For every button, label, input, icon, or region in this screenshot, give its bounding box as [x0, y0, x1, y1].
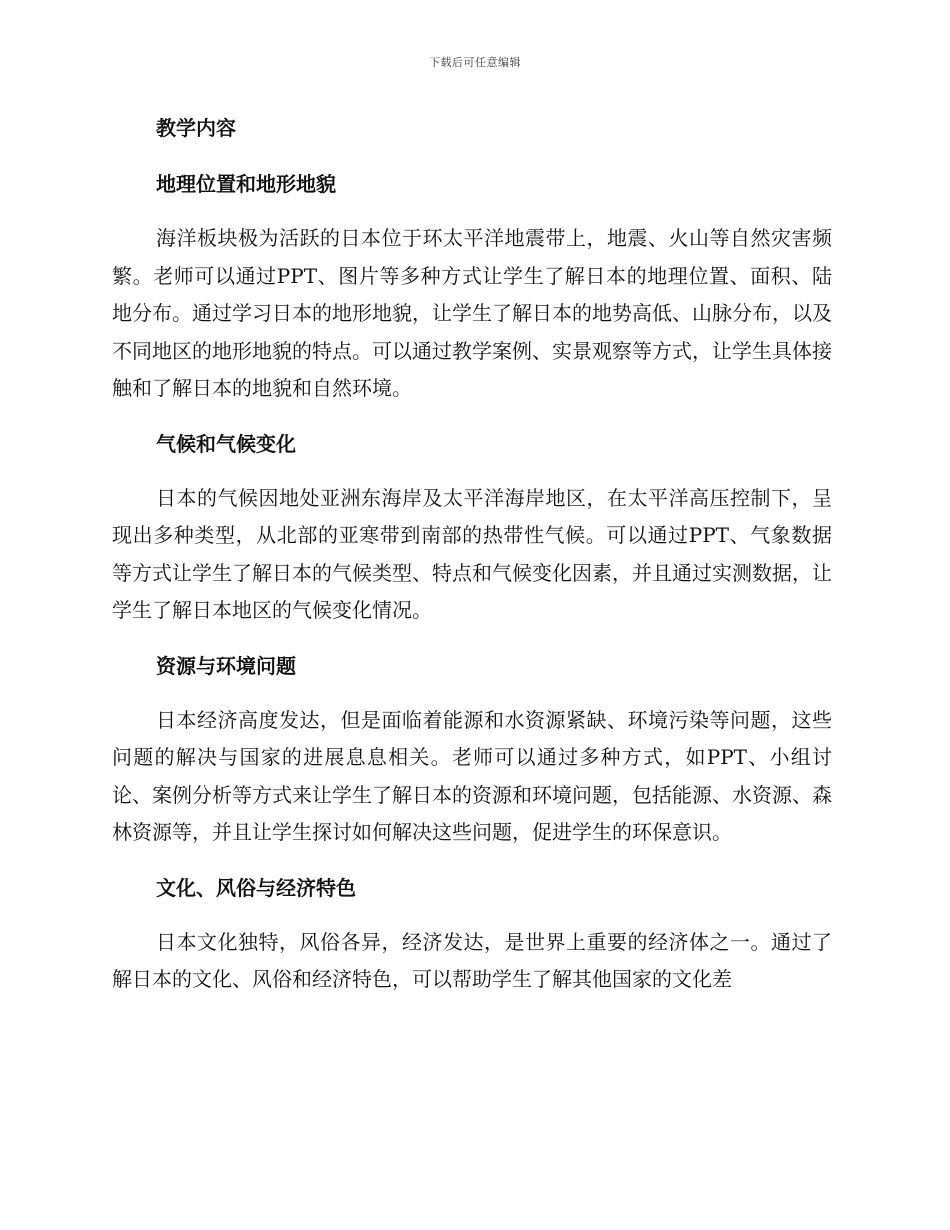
- document-body: [112, 108, 832, 1015]
- section-heading-resources-environment: 资源与环境问题: [156, 653, 296, 678]
- section-paragraph-climate: 日本的气候因地处亚洲东海岸及太平洋海岸地区，在太平洋高压控制下，呈现出多种类型，从北部的亚寒带到南部的热带性气候。可以通过PPT、气象数据等方式让学生了解日本的气候类型、特点和气候变化因素，并且通过实测数据，让学生了解日本地区的气候变化情况。: [112, 485, 832, 622]
- section-heading-climate: 气候和气候变化: [156, 431, 296, 456]
- section-heading-geography: 地理位置和地形地貌: [156, 172, 336, 196]
- section-heading-culture-economy: 文化、风俗与经济特色: [156, 875, 356, 900]
- section-paragraph-culture-economy: 日本文化独特，风俗各异，经济发达，是世界上重要的经济体之一。通过了解日本的文化、风俗和经济特色，可以帮助学生了解其他国家的文化差: [112, 929, 832, 991]
- section-paragraph-resources-environment: 日本经济高度发达，但是面临着能源和水资源紧缺、环境污染等问题，这些问题的解决与国家的进展息息相关。老师可以通过多种方式，如PPT、小组讨论、案例分析等方式来让学生了解日本的资源和环境问题，包括能源、水资源、森林资源等，并且让学生探讨如何解决这些问题，促进学生的环保意识。: [112, 707, 832, 844]
- section-heading-teaching-content: 教学内容: [156, 116, 236, 140]
- section-paragraph-geography: 海洋板块极为活跃的日本位于环太平洋地震带上，地震、火山等自然灾害频繁。老师可以通过PPT、图片等多种方式让学生了解日本的地理位置、面积、陆地分布。通过学习日本的地形地貌，让学生了解日本的地势高低、山脉分布，以及不同地区的地形地貌的特点。可以通过教学案例、实景观察等方式，让学生具体接触和了解日本的地貌和自然环境。: [112, 226, 832, 400]
- header-note: 下载后可任意编辑: [429, 56, 521, 69]
